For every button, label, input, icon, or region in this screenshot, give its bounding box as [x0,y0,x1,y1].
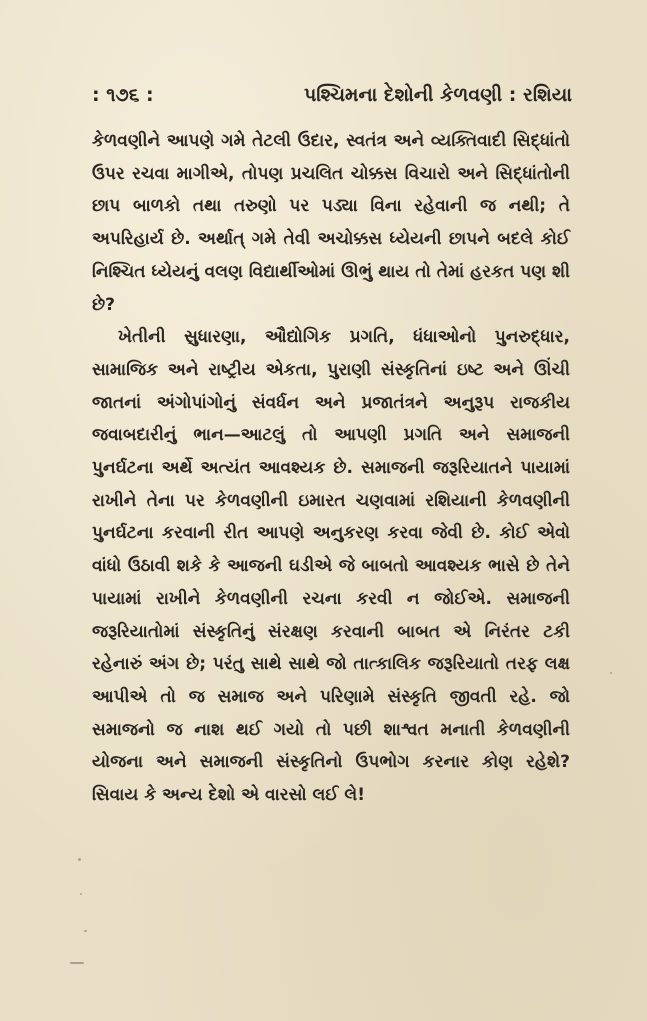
body-text [92,125,570,812]
running-title: પશ્ચિમના દેશોની કેળવણી : રશિયા [303,84,572,106]
page-header [92,84,572,114]
page-number: : ૧૭૬ : [92,84,154,106]
paragraph-1: કેળવણીને આપણે ગમે તેટલી ઉદાર, સ્વતંત્ર અને વ્યક્તિવાદી સિદ્ધાંતો ઉપર રચવા માગીએ, તોપણ પ્રચલિત ચોક્કસ વિચારો અને સિદ્ધાંતોની છાપ બાળકો તથા તરુણો પર પડ્યા વિના રહેવાની જ નથી; તે અપરિહાર્ય છે. અર્થાત્ ગમે તેવી અચોક્કસ ધ્યેયની છાપને બદલે કોઈ નિશ્ચિત ધ્યેયનું વલણ વિદ્યાર્થીઓમાં ઊભું થાય તો તેમાં હરકત પણ શી છે? [92,131,570,315]
paragraph-2: ખેતીની સુધારણા, ઔદ્યોગિક પ્રગતિ, ધંધાઓનો પુનરુદ્ધાર, સામાજિક અને રાષ્ટ્રીય એકતા, પુરાણી સંસ્કૃતિનાં ઇષ્ટ અને ઊંચી જાતનાં અંગોપાંગોનું સંવર્ધન અને પ્રજાતંત્રને અનુરૂપ રાજકીય જવાબદારીનું ભાન—આટલું તો આપણી પ્રગતિ અને સમાજની પુનર્ઘટના અર્થે અત્યંત આવશ્યક છે. સમાજની જરૂરિયાતને પાયામાં રાખીને તેના પર કેળવણીની ઇમારત ચણવામાં રશિયાની કેળવણીની પુનર્ઘટના કરવાની રીત આપણે અનુકરણ કરવા જેવી છે. કોઈ એવો વાંધો ઉઠાવી શકે કે આજની ઘડીએ જે બાબતો આવશ્યક ભાસે છે તેને પાયામાં રાખીને કેળવણીની રચના કરવી ન જોઈએ. સમાજની જરૂરિયાતોમાં સંસ્કૃતિનું સંરક્ષણ કરવાની બાબત એ નિરંતર ટકી રહેનારું અંગ છે; પરંતુ સાથે સાથે જો તાત્કાલિક જરૂરિયાતો તરફ લક્ષ આપીએ તો જ સમાજ અને પરિણામે સંસ્કૃતિ જીવતી રહે. જો સમાજનો જ નાશ થઈ ગયો તો પછી શાશ્વત મનાતી કેળવણીની યોજના અને સમાજની સંસ્કૃતિનો ઉપભોગ કરનાર કોણ રહેશે? સિવાય કે અન્ય દેશો એ વારસો લઈ લે! [92,327,570,806]
